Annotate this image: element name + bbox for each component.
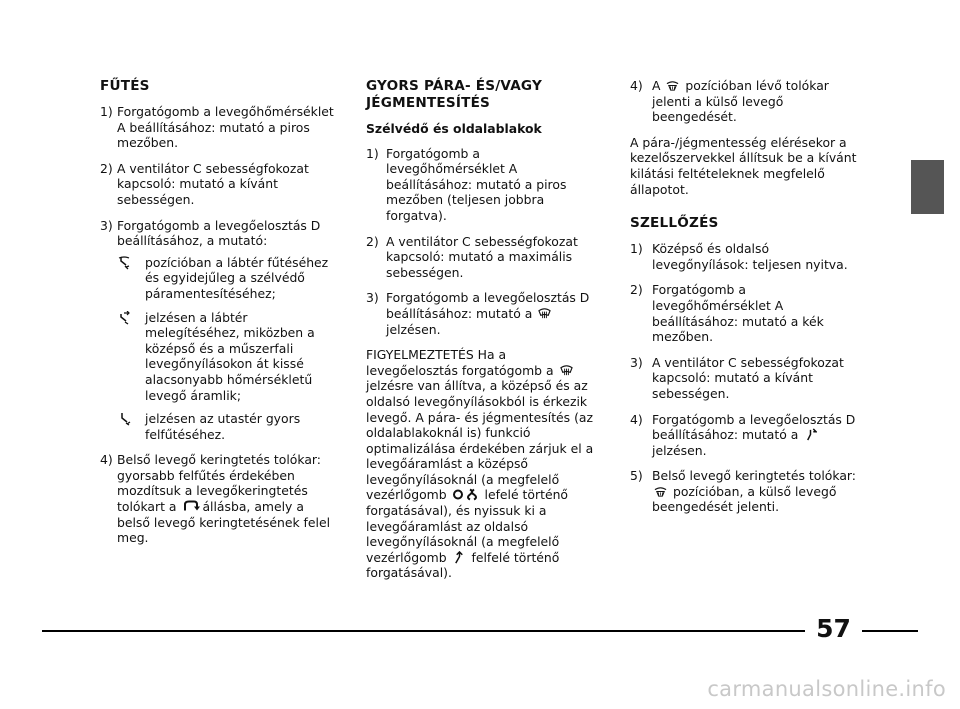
heading-defrost: GYORS PÁRA- ÉS/VAGY JÉGMENTESÍTÉS <box>366 78 543 111</box>
warning-paragraph: FIGYELMEZTETÉS Ha a levegőelosztás forgatógomb a jelzésre van állítva, a középső és az oldalsó levegőnyílásokból is érkezik levegő. A pára- és jégmentesítés (az oldalablakoknál is) funkció optimalizálása érdekében zárjuk el a levegőáramlást a középső levegőnyílásoknál (a megfelelő vezérlőgomb lefelé történő forgatásával), és nyissuk ki a levegőáramlást az oldalsó levegőnyílásoknál (a megfelelő vezérlőgomb felfelé történő forgatásával). <box>366 347 594 581</box>
footer-rule <box>42 630 918 632</box>
heading-ventilation: SZELLŐZÉS <box>630 215 719 232</box>
chapter-tab <box>911 160 944 214</box>
paragraph: A pára-/jégmentesség elérésekor a kezelőszervekkel állítsuk be a kívánt kilátási feltételeknek megfelelő állapotot. <box>630 134 857 197</box>
column-heating <box>100 78 338 556</box>
windscreen-defrost-icon <box>560 364 573 377</box>
vent-wheel-icon <box>453 551 466 564</box>
page-number: 57 <box>805 612 862 646</box>
recirculation-icon <box>182 500 200 513</box>
list-item: 4) A pozícióban lévő tolókar jelenti a külső levegő beengedését. <box>630 78 829 125</box>
sub-list-item: pozícióban a lábtér fűtéséhez és egyidejűleg a szélvédő páramentesítéséhez; <box>117 255 338 302</box>
list-item: 3) A ventilátor C sebességfokozat kapcsoló: mutató a kívánt sebességen. <box>630 354 844 401</box>
windscreen-defrost-icon <box>538 307 551 320</box>
sub-list-item: jelzésen az utastér gyors felfűtéséhez. <box>117 411 338 442</box>
list-item: 1) Középső és oldalsó levegőnyílások: teljesen nyitva. <box>630 241 848 272</box>
list-item: 3) Forgatógomb a levegőelosztás D beállításához, a mutató: pozícióban a lábtér fűtéséhez és egyidejűleg a szélvédő páramentesítéséhez; jelzésen a lábtér melegítéséhez, miközben a középső és a műszerfali levegőnyílásokon át kissé alacsonyabb hőmérsékletű levegő áramlik; jelzésen az utastér gyors felfűtéséhez. <box>100 218 338 443</box>
feet-windscreen-icon <box>117 256 131 270</box>
outside-air-icon <box>654 485 667 498</box>
list-item: 5) Belső levegő keringtetés tolókar: pozícióban, a külső levegő beengedését jelenti. <box>630 468 856 515</box>
feet-icon <box>117 412 131 426</box>
list-item: 1) Forgatógomb a levegőhőmérséklet A beállításához: mutató a piros mezőben (teljesen jobbra forgatva). <box>366 145 567 223</box>
list-item: 1) Forgatógomb a levegőhőmérséklet A beállításához: mutató a piros mezőben. <box>100 104 334 151</box>
subheading-windscreen: Szélvédő és oldalablakok <box>366 121 542 136</box>
sub-list-item: jelzésen a lábtér melegítéséhez, miközben a középső és a műszerfali levegőnyílásokon át kissé alacsonyabb hőmérsékletű levegő áramlik; <box>117 310 338 404</box>
list-item: 4) Forgatógomb a levegőelosztás D beállításához: mutató a jelzésen. <box>630 411 856 458</box>
list-item: 2) A ventilátor C sebességfokozat kapcsoló: mutató a kívánt sebességen. <box>100 160 309 207</box>
watermark: carmanualsonline.info <box>707 677 946 701</box>
vent-wheel-icon <box>453 488 479 501</box>
outside-air-icon <box>666 79 679 92</box>
list-item: 4) Belső levegő keringtetés tolókar: gyorsabb felfűtés érdekében mozdítsuk a levegőkeringtetés tolókart a állásba, amely a belső levegő keringtetésének felel meg. <box>100 452 331 546</box>
column-defrost <box>366 78 596 593</box>
ventilation-icon <box>804 428 817 441</box>
heading-heating: FŰTÉS <box>100 78 150 94</box>
list-item: 2) A ventilátor C sebességfokozat kapcsoló: mutató a maximális sebességen. <box>366 233 578 280</box>
column-ventilation <box>630 78 862 525</box>
list-item: 3) Forgatógomb a levegőelosztás D beállításához: mutató a jelzésen. <box>366 290 590 337</box>
feet-center-vents-icon <box>117 311 131 325</box>
list-item: 2) Forgatógomb a levegőhőmérséklet A beállításához: mutató a kék mezőben. <box>630 282 824 345</box>
